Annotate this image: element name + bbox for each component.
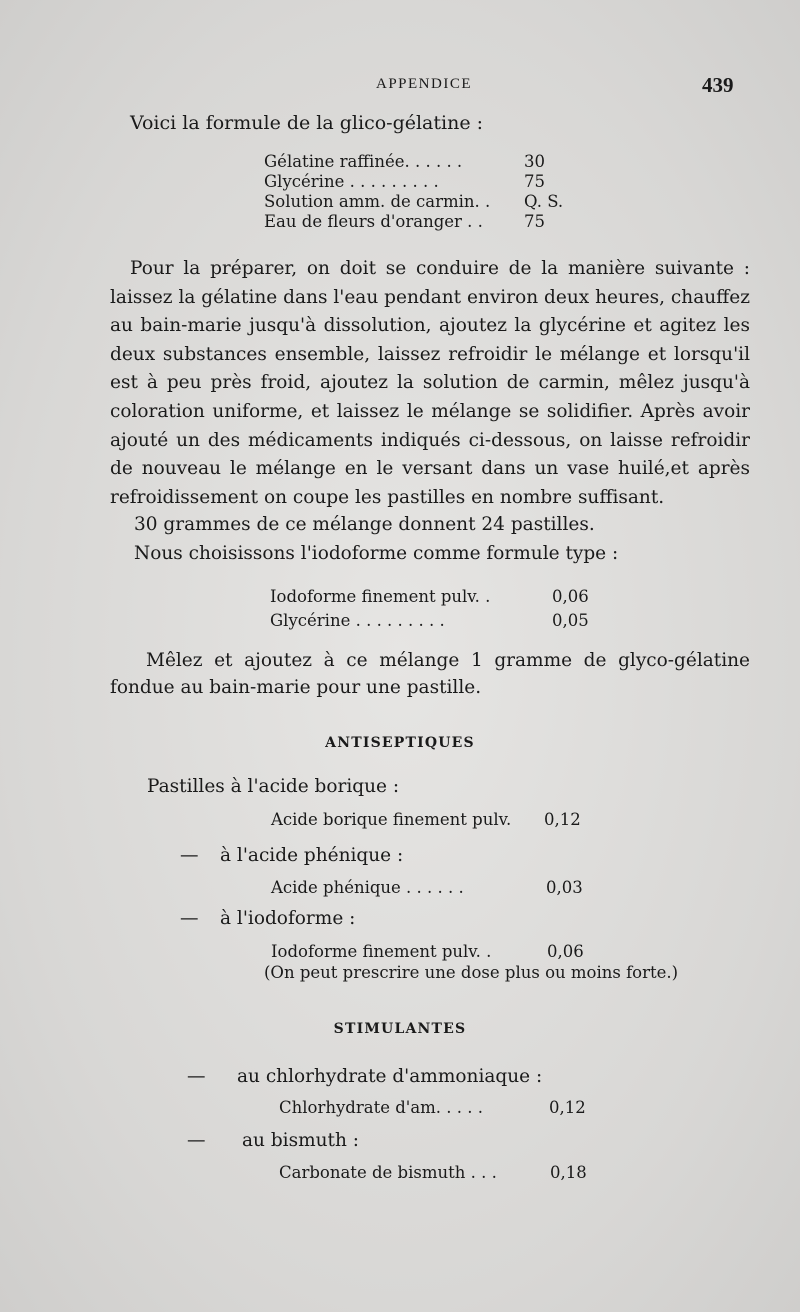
pastilles-borique-label: Pastilles à l'acide borique : xyxy=(147,776,400,797)
ingredient-qty: 0,06 xyxy=(547,942,584,961)
page-number: 439 xyxy=(702,73,734,97)
ingredient-qty: 75 xyxy=(524,172,545,191)
entry-label: au bismuth : xyxy=(242,1130,359,1151)
pastilles-chlorhydrate-label xyxy=(187,1066,542,1087)
ingredient-qty: 0,06 xyxy=(552,587,589,606)
running-head: APPENDICE xyxy=(376,76,473,92)
formula-row xyxy=(279,1098,586,1117)
ingredient-qty: 0,05 xyxy=(552,611,589,630)
formula-type xyxy=(270,585,589,633)
entry-label: à l'iodoforme : xyxy=(220,908,356,929)
formula-row xyxy=(270,609,589,633)
ingredient-qty: 0,12 xyxy=(544,810,581,829)
ingredient-name: Iodoforme finement pulv. . xyxy=(271,942,492,961)
ingredient-name: Eau de fleurs d'oranger . . xyxy=(264,212,483,231)
ditto-dash: — xyxy=(187,1130,206,1151)
ingredient-qty: 0,03 xyxy=(546,878,583,897)
intro-line: Voici la formule de la glico-gélatine : xyxy=(130,112,484,134)
ingredient-name: Glycérine . . . . . . . . . xyxy=(270,611,445,630)
yield-line: 30 grammes de ce mélange donnent 24 pastilles. xyxy=(134,514,595,535)
preparation-paragraph: Pour la préparer, on doit se conduire de la manière suivante : laissez la gélatine dans l'eau pendant environ deux heures, chauffez au bain-marie jusqu'à dissolution, ajoutez la glycérine et agitez les deux substances ensemble, laissez refroidir le mélange et lorsqu'il est à peu près froid, ajoutez la solution de carmin, mêlez jusqu'à coloration uniforme, et laissez le mélange se solidifier. Après avoir ajouté un des médicaments indiqués ci-dessous, on laisse refroidir de nouveau le mélange en le versant dans un vase huilé,et après refroidissement on coupe les pastilles en nombre suffisant. xyxy=(110,258,750,508)
ingredient-qty: 0,12 xyxy=(549,1098,586,1117)
ingredient-name: Acide phénique . . . . . . xyxy=(271,878,464,897)
page-header xyxy=(0,73,800,100)
formula-row xyxy=(264,172,563,192)
ingredient-qty: 0,18 xyxy=(550,1163,587,1182)
mix-paragraph: Mêlez et ajoutez à ce mélange 1 gramme de glyco-gélatine fondue au bain-marie pour une pastille. xyxy=(110,650,750,698)
ingredient-name: Chlorhydrate d'am. . . . . xyxy=(279,1098,484,1117)
pastilles-phenique-label xyxy=(180,845,403,866)
ingredient-name: Acide borique finement pulv. xyxy=(271,810,512,829)
formula-row xyxy=(264,212,563,232)
pastilles-bismuth-label xyxy=(187,1130,359,1151)
pastilles-iodoforme-label xyxy=(180,908,355,929)
formula-row xyxy=(271,878,583,897)
formula-row xyxy=(264,152,563,172)
formula-row xyxy=(279,1163,587,1182)
ingredient-qty: Q. S. xyxy=(524,192,564,211)
ingredient-name: Gélatine raffinée. . . . . . xyxy=(264,152,463,171)
ingredient-name: Carbonate de bismuth . . . xyxy=(279,1163,497,1182)
ingredient-name: Iodoforme finement pulv. . xyxy=(270,587,491,606)
formula-glico-gelatine xyxy=(264,152,563,232)
ditto-dash: — xyxy=(180,908,199,929)
section-title-antiseptiques: ANTISEPTIQUES xyxy=(325,735,475,751)
ditto-dash: — xyxy=(187,1066,206,1087)
ingredient-qty: 30 xyxy=(524,152,545,171)
entry-label: au chlorhydrate d'ammoniaque : xyxy=(237,1066,543,1087)
section-title-stimulantes: STIMULANTES xyxy=(333,1021,467,1037)
type-line: Nous choisissons l'iodoforme comme formule type : xyxy=(134,543,619,564)
ingredient-name: Solution amm. de carmin. . xyxy=(264,192,491,211)
ingredient-qty: 75 xyxy=(524,212,545,231)
formula-row xyxy=(264,192,563,212)
dose-note: (On peut prescrire une dose plus ou moins forte.) xyxy=(264,963,679,982)
ingredient-name: Glycérine . . . . . . . . . xyxy=(264,172,439,191)
formula-row xyxy=(271,942,584,961)
ditto-dash: — xyxy=(180,845,199,866)
formula-row xyxy=(271,810,581,829)
formula-row xyxy=(270,585,589,609)
entry-label: à l'acide phénique : xyxy=(220,845,404,866)
